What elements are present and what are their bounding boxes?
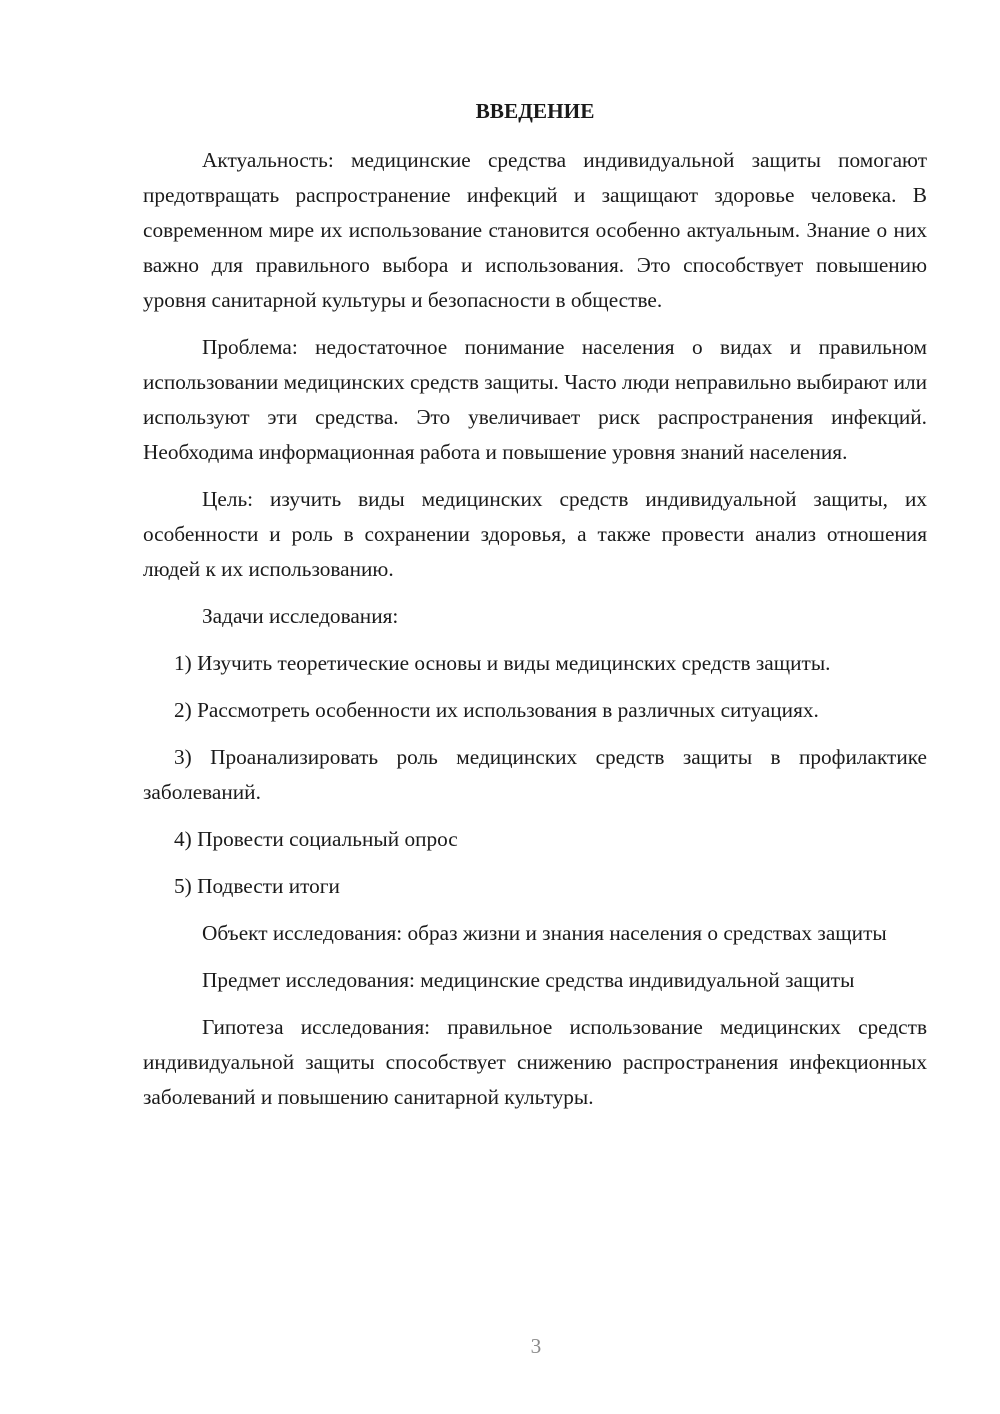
task-item-3: 3) Проанализировать роль медицинских средств защиты в профилактике заболеваний.: [143, 745, 927, 804]
section-title: ВВЕДЕНИЕ: [475, 99, 595, 123]
task-item-2: 2) Рассмотреть особенности их использования в различных ситуациях.: [174, 698, 819, 722]
task-item-5: 5) Подвести итоги: [174, 874, 340, 898]
document-body: [143, 94, 927, 1127]
paragraph-hypothesis: Гипотеза исследования: правильное использование медицинских средств индивидуальной защиты способствует снижению распространения инфекционных заболеваний и повышению санитарной культуры.: [143, 1015, 927, 1109]
paragraph-goal: Цель: изучить виды медицинских средств индивидуальной защиты, их особенности и роль в сохранении здоровья, а также провести анализ отношения людей к их использованию.: [143, 487, 927, 581]
paragraph-subject: Предмет исследования: медицинские средства индивидуальной защиты: [202, 968, 855, 992]
task-item-4: 4) Провести социальный опрос: [174, 827, 458, 851]
paragraph-problem: Проблема: недостаточное понимание населения о видах и правильном использовании медицинских средств защиты. Часто люди неправильно выбирают или используют эти средства. Это увеличивает риск распространения инфекций. Необходима информационная работа и повышение уровня знаний населения.: [143, 335, 927, 464]
paragraph-tasks-heading: Задачи исследования:: [202, 604, 399, 628]
paragraph-object: Объект исследования: образ жизни и знания населения о средствах защиты: [202, 921, 887, 945]
page-number: 3: [530, 1334, 542, 1358]
paragraph-relevance: Актуальность: медицинские средства индивидуальной защиты помогают предотвращать распространение инфекций и защищают здоровье человека. В современном мире их использование становится особенно актуальным. Знание о них важно для правильного выбора и использования. Это способствует повышению уровня санитарной культуры и безопасности в обществе.: [143, 148, 927, 312]
task-item-1: 1) Изучить теоретические основы и виды медицинских средств защиты.: [174, 651, 831, 675]
